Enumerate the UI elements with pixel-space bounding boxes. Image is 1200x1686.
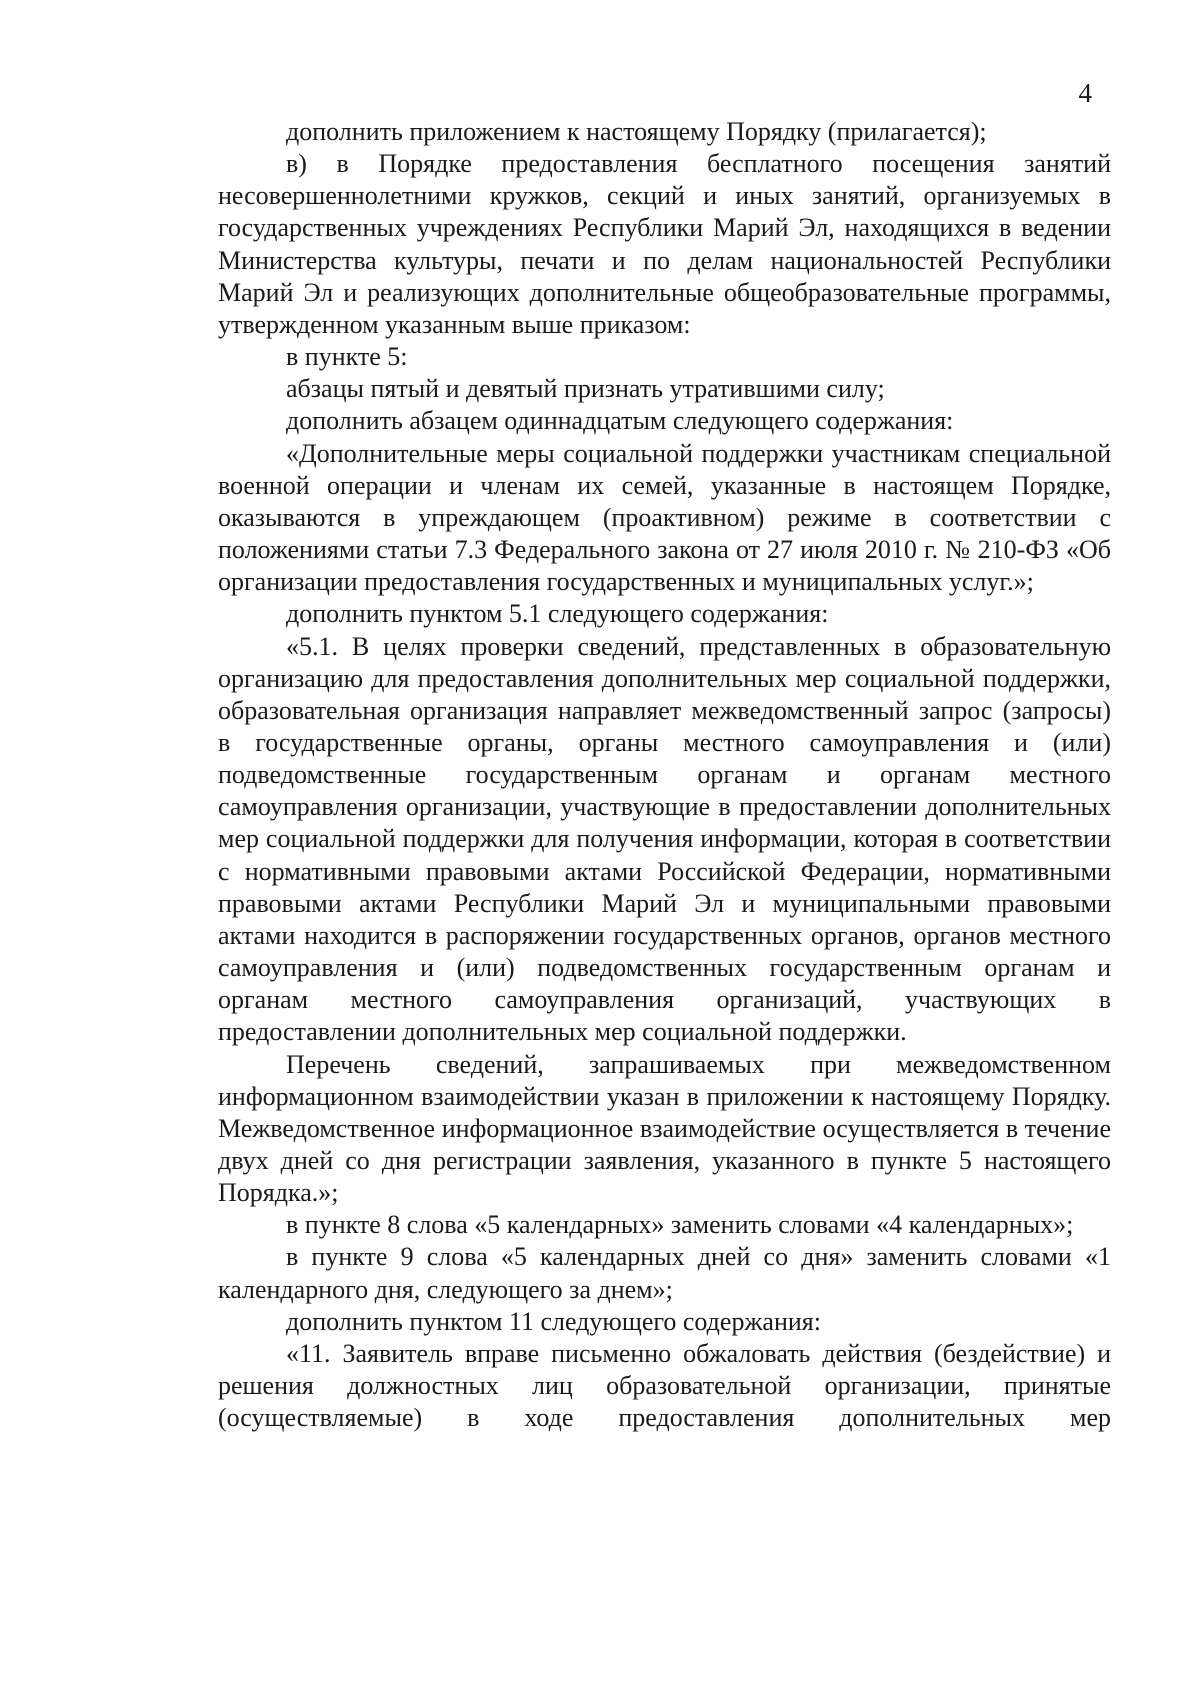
paragraph-item-v: в) в Порядке предоставления бесплатного посещения занятий несовершеннолетними кружков, секций и иных занятий, организуемых в государственных учреждениях Республики Марий Эл, находящихся в ведении Министерства культуры, печати и по делам национальностей Республики Марий Эл и реализующих дополнительные общеобразовательные программы, утвержденном указанным выше приказом: — [218, 149, 1111, 339]
page-number: 4 — [1078, 78, 1092, 108]
paragraph-point-11: «11. Заявитель вправе письменно обжаловать действия (бездействие) и решения должностных лиц образовательной организации, принятые (осуществляемые) в ходе предоставления дополнительных мер — [218, 1338, 1111, 1433]
paragraph-point-5: в пункте 5: — [286, 342, 408, 372]
paragraph-point-8: в пункте 8 слова «5 календарных» заменить словами «4 календарных»; — [286, 1210, 1074, 1240]
paragraph-point-5-1: «5.1. В целях проверки сведений, представленных в образовательную организацию для предоставления дополнительных мер социальной поддержки, образовательная организация направляет межведомственный запрос (запросы) в государственные органы, органы местного самоуправления и (или) подведомственные государственным органам и органам местного самоуправления организации, участвующие в предоставлении дополнительных мер социальной поддержки для получения информации, которая в соответствии с нормативными правовыми актами Российской Федерации, нормативными правовыми актами Республики Марий Эл и муниципальными правовыми актами находится в распоряжении государственных органов, органов местного самоуправления и (или) подведомственных государственным органам и органам местного самоуправления организаций, участвующих в предоставлении дополнительных мер социальной поддержки. — [218, 631, 1111, 1047]
paragraph-add-point-5-1: дополнить пунктом 5.1 следующего содержания: — [286, 599, 829, 629]
paragraph-add-abzac: дополнить абзацем одиннадцатым следующего содержания: — [286, 406, 954, 436]
paragraph-add-point-11: дополнить пунктом 11 следующего содержания: — [286, 1306, 821, 1336]
paragraph-repeal: абзацы пятый и девятый признать утратившими силу; — [286, 374, 885, 404]
paragraph-point-9: в пункте 9 слова «5 календарных дней со дня» заменить словами «1 календарного дня, следующего за днем»; — [218, 1242, 1111, 1304]
paragraph-quote-measures: «Дополнительные меры социальной поддержки участникам специальной военной операции и членам их семей, указанные в настоящем Порядке, оказываются в упреждающем (проактивном) режиме в соответствии с положениями статьи 7.3 Федерального закона от 27 июля 2010 г. № 210-ФЗ «Об организации предоставления государственных и муниципальных услуг.»; — [218, 438, 1111, 597]
document-body — [218, 116, 1111, 1434]
paragraph-list-info: Перечень сведений, запрашиваемых при межведомственном информационном взаимодействии указан в приложении к настоящему Порядку. Межведомственное информационное взаимодействие осуществляется в течение двух дней со дня регистрации заявления, указанного в пункте 5 настоящего Порядка.»; — [218, 1049, 1111, 1208]
paragraph-appendix: дополнить приложением к настоящему Порядку (прилагается); — [286, 117, 987, 146]
